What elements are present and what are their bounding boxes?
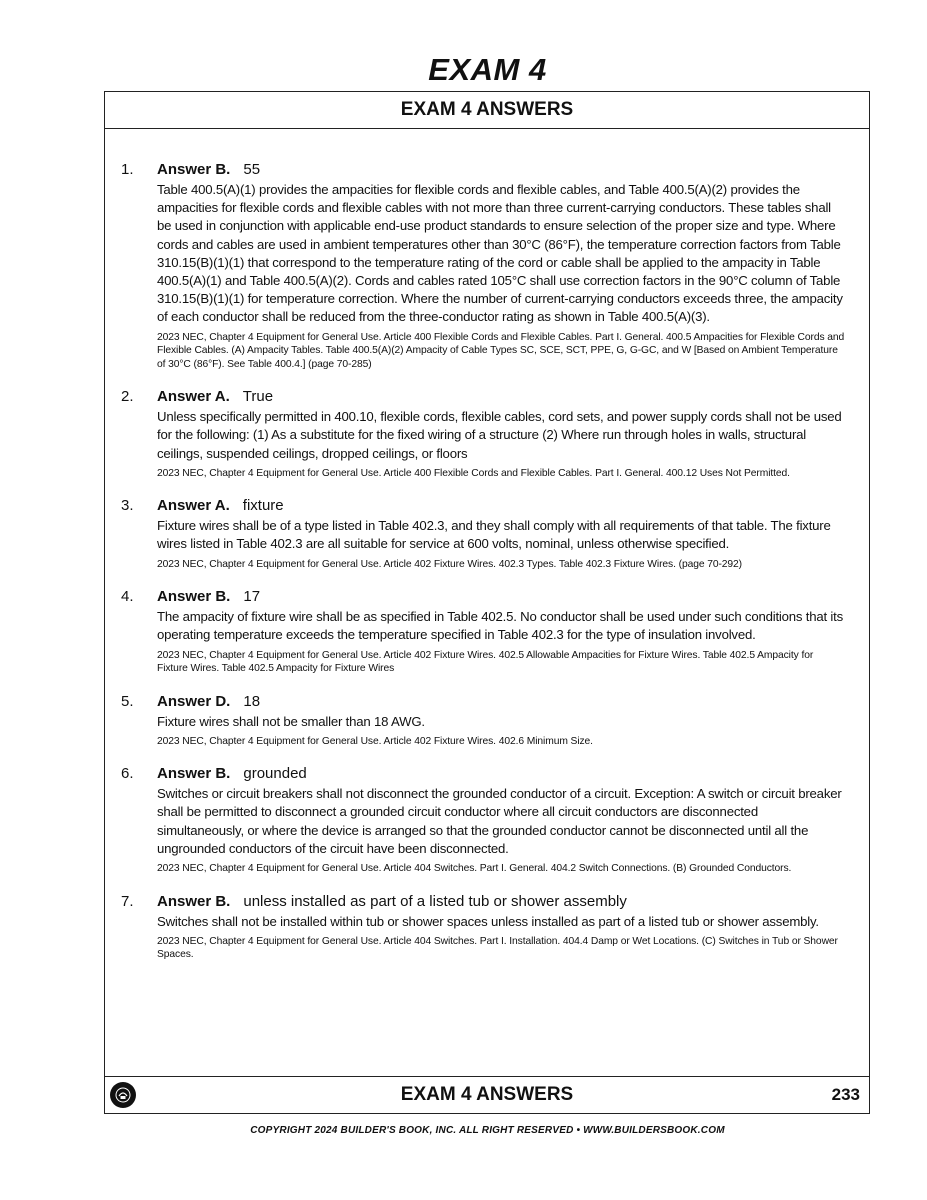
builders-book-logo-icon-graphic: [114, 1086, 132, 1104]
answer-value: fixture: [242, 497, 284, 515]
answer-reference: 2023 NEC, Chapter 4 Equipment for General Use. Article 400 Flexible Cords and Flexible Cables. Part I. General. 400.5 Ampacities for Flexible Cords and Flexible Cables. (A) Ampacity Tables. Table 400.5(A)(2) Ampacity of Cable Types SC, SCE, SCT, PPE, G, G-GC, and W [Based on Ambient Temperature of 30°C (86°F). See Table 400.4.] (page 70-285): [157, 331, 845, 370]
answer-explanation: Switches shall not be installed within tub or shower spaces unless installed as part of a listed tub or shower assembly.: [157, 913, 819, 929]
answer-number: 6.: [121, 765, 134, 783]
answer-label: Answer A.: [157, 388, 230, 406]
answer-number: 3.: [121, 497, 134, 515]
answer-number: 7.: [121, 892, 134, 910]
answer-explanation: The ampacity of fixture wire shall be as specified in Table 402.5. No conductor shall be used under such conditions that its operating temperature exceeds the temperature specified in Table 402.3 for the type of insulation involved.: [157, 609, 844, 643]
page-footer-bar: [105, 1076, 869, 1113]
answer-item-5: [121, 692, 845, 749]
answer-explanation: Switches or circuit breakers shall not disconnect the grounded conductor of a circuit. Exception: A switch or circuit breaker shall be permitted to disconnect a grounded circuit conductor where all circuit conductors are disconnected simultaneously, or where the device is arranged so that the grounded conductor cannot be disconnected until all the ungrounded conductors of the circuit have been disconnected.: [157, 786, 842, 856]
answer-item-3: [121, 496, 845, 571]
page-number: 233: [831, 1085, 860, 1104]
answer-value: 18: [243, 692, 261, 710]
answer-explanation: Unless specifically permitted in 400.10, flexible cords, flexible cables, cord sets, and power supply cords shall not be used for the following: (1) As a substitute for the fixed wiring of a structure (2) Where run through holes in walls, structural ceilings, suspended ceilings, dropped ceilings, or floors: [157, 409, 842, 461]
answer-reference: 2023 NEC, Chapter 4 Equipment for General Use. Article 404 Switches. Part I. General. 404.2 Switch Connections. (B) Grounded Conductors.: [157, 863, 792, 875]
section-header: EXAM 4 ANSWERS: [105, 92, 869, 129]
copyright-notice: COPYRIGHT 2024 BUILDER'S BOOK, INC. ALL RIGHT RESERVED • WWW.BUILDERSBOOK.COM: [250, 1125, 725, 1136]
answer-label: Answer B.: [157, 892, 231, 910]
answer-item-4: [121, 587, 845, 675]
answer-number: 1.: [121, 161, 134, 178]
answer-item-1: [121, 160, 845, 371]
page-title: EXAM 4: [428, 52, 547, 87]
answer-item-6: [121, 764, 845, 875]
answer-reference: 2023 NEC, Chapter 4 Equipment for General Use. Article 400 Flexible Cords and Flexible Cables. Part I. General. 400.12 Uses Not Permitted.: [157, 467, 790, 479]
answer-explanation: Table 400.5(A)(1) provides the ampacities for flexible cords and flexible cables, and Table 400.5(A)(2) provides the ampacities for flexible cords and flexible cables with not more than three current-carrying conductors. These tables shall be used in conjunction with applicable end-use product standards to ensure selection of the proper size and type. Where cords and cables are used in ambient temperatures other than 30°C (86°F), the temperature correction factors from Table 310.15(B)(1)(1) that correspond to the temperature rating of the cord or cable shall be applied to the ampacity in Table 400.5(A)(1) and Table 400.5(A)(2). Cords and cables rated 105°C shall use correction factors in the 90°C column of Table 310.15(B)(1)(1) for temperature correction. Where the number of current-carrying conductors exceeds three, the ampacity of each conductor shall be reduced from the three-conductor rating as shown in Table 400.5(A)(3).: [157, 182, 843, 325]
builders-book-logo-icon: [110, 1082, 136, 1108]
answer-label: Answer B.: [157, 588, 231, 606]
answer-value: True: [242, 388, 274, 406]
answer-reference: 2023 NEC, Chapter 4 Equipment for General Use. Article 402 Fixture Wires. 402.5 Allowable Ampacities for Fixture Wires. Table 402.5 Ampacity for Fixture Wires. Table 402.5 Ampacity for Fixture Wires: [157, 649, 814, 675]
answer-item-7: [121, 892, 845, 962]
answer-reference: 2023 NEC, Chapter 4 Equipment for General Use. Article 402 Fixture Wires. 402.3 Types. Table 402.3 Fixture Wires. (page 70-292): [157, 558, 743, 570]
answer-label: Answer D.: [157, 692, 231, 710]
answer-value: 17: [243, 588, 261, 606]
answer-reference: 2023 NEC, Chapter 4 Equipment for General Use. Article 402 Fixture Wires. 402.6 Minimum Size.: [157, 735, 593, 747]
footer-title: EXAM 4 ANSWERS: [400, 1084, 574, 1105]
answer-explanation: Fixture wires shall be of a type listed in Table 402.3, and they shall comply with all requirements of that table. The fixture wires listed in Table 402.3 are all suitable for service at 600 volts, nominal, unless otherwise specified.: [157, 518, 831, 552]
answer-reference: 2023 NEC, Chapter 4 Equipment for General Use. Article 404 Switches. Part I. Installation. 404.4 Damp or Wet Locations. (C) Switches in Tub or Shower Spaces.: [157, 935, 838, 961]
answer-explanation: Fixture wires shall not be smaller than 18 AWG.: [157, 713, 425, 729]
answer-number: 2.: [121, 388, 134, 406]
answer-item-2: [121, 387, 845, 480]
answer-number: 4.: [121, 588, 134, 606]
answers-frame: [104, 91, 870, 1114]
answer-list: [121, 160, 845, 978]
answer-label: Answer B.: [157, 765, 231, 783]
answer-label: Answer A.: [157, 497, 230, 515]
answer-value: 55: [243, 161, 261, 178]
answer-number: 5.: [121, 692, 134, 710]
answer-value: grounded: [243, 765, 307, 783]
answer-value: unless installed as part of a listed tub or shower assembly: [243, 892, 627, 910]
answer-label: Answer B.: [157, 161, 231, 178]
